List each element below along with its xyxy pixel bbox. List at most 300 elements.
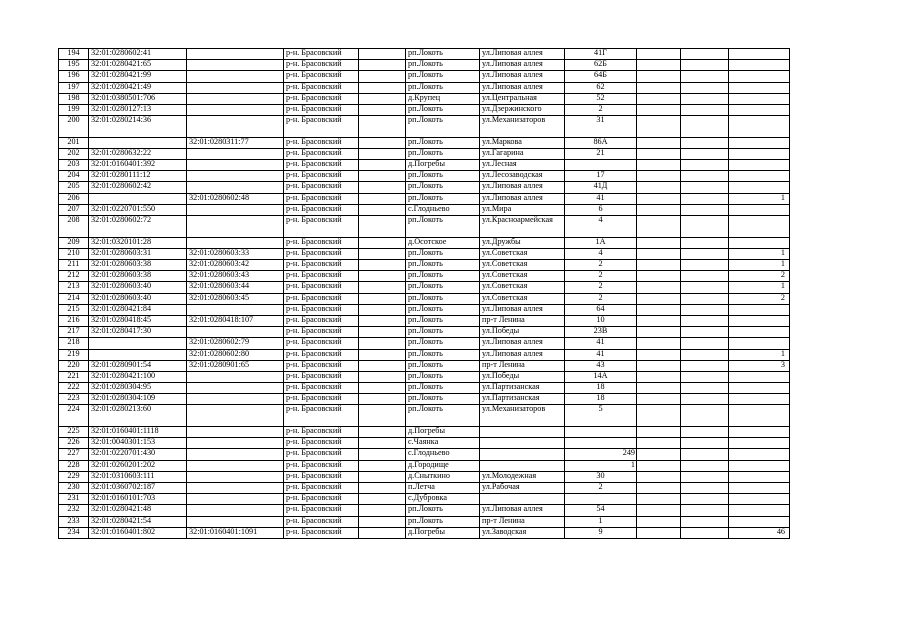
extra-value-cell	[729, 93, 790, 104]
parent-cadastral-number-cell	[187, 216, 284, 238]
blank-cell	[359, 449, 406, 460]
row-number-cell: 233	[59, 516, 89, 527]
house-number-cell: 18	[565, 383, 637, 394]
row-number-cell: 195	[59, 60, 89, 71]
cadastral-number-cell: 32:01:0280603:40	[89, 282, 187, 293]
extra-value-cell	[729, 82, 790, 93]
blank-cell	[681, 315, 729, 326]
blank-cell	[637, 315, 681, 326]
blank-cell	[359, 304, 406, 315]
blank-cell	[359, 427, 406, 438]
blank-cell	[637, 148, 681, 159]
district-cell: р-н. Брасовский	[284, 71, 359, 82]
district-cell: р-н. Брасовский	[284, 82, 359, 93]
cadastral-number-cell: 32:01:0280632:22	[89, 148, 187, 159]
parent-cadastral-number-cell	[187, 505, 284, 516]
table-row	[59, 383, 790, 394]
street-cell: ул.Молодежная	[480, 471, 565, 482]
house-number-cell	[565, 427, 637, 438]
settlement-cell: рп.Локоть	[406, 148, 480, 159]
blank-cell	[359, 460, 406, 471]
blank-cell	[359, 49, 406, 60]
blank-cell	[681, 193, 729, 204]
blank-cell	[359, 216, 406, 238]
row-number-cell: 212	[59, 271, 89, 282]
blank-cell	[359, 338, 406, 349]
blank-cell	[637, 527, 681, 538]
blank-cell	[359, 383, 406, 394]
blank-cell	[359, 271, 406, 282]
blank-cell	[681, 471, 729, 482]
table-row	[59, 271, 790, 282]
cadastral-number-cell: 32:01:0280421:65	[89, 60, 187, 71]
table-row	[59, 471, 790, 482]
settlement-cell: с.Дубровка	[406, 494, 480, 505]
blank-cell	[637, 449, 681, 460]
cadastral-number-cell	[89, 349, 187, 360]
blank-cell	[637, 193, 681, 204]
street-cell: ул.Партизанская	[480, 383, 565, 394]
cadastral-number-cell: 32:01:0280602:72	[89, 216, 187, 238]
parent-cadastral-number-cell	[187, 237, 284, 248]
parent-cadastral-number-cell	[187, 204, 284, 215]
district-cell: р-н. Брасовский	[284, 315, 359, 326]
cadastral-number-cell: 32:01:0160401:802	[89, 527, 187, 538]
cadastral-number-cell: 32:01:0280602:42	[89, 182, 187, 193]
blank-cell	[681, 49, 729, 60]
blank-cell	[359, 182, 406, 193]
blank-cell	[637, 360, 681, 371]
parent-cadastral-number-cell	[187, 494, 284, 505]
settlement-cell: рп.Локоть	[406, 315, 480, 326]
extra-value-cell	[729, 116, 790, 138]
street-cell: ул.Победы	[480, 371, 565, 382]
extra-value-cell	[729, 137, 790, 148]
settlement-cell: рп.Локоть	[406, 394, 480, 405]
cadastral-number-cell: 32:01:0280421:49	[89, 82, 187, 93]
table-row	[59, 293, 790, 304]
table-row	[59, 282, 790, 293]
extra-value-cell	[729, 327, 790, 338]
row-number-cell: 221	[59, 371, 89, 382]
parent-cadastral-number-cell: 32:01:0280603:33	[187, 248, 284, 259]
blank-cell	[637, 49, 681, 60]
blank-cell	[359, 237, 406, 248]
cadastral-number-cell: 32:01:0280214:36	[89, 116, 187, 138]
cadastral-number-cell: 32:01:0280213:60	[89, 405, 187, 427]
street-cell: ул.Механизаторов	[480, 405, 565, 427]
table-row	[59, 160, 790, 171]
blank-cell	[637, 516, 681, 527]
parent-cadastral-number-cell	[187, 449, 284, 460]
blank-cell	[637, 304, 681, 315]
blank-cell	[681, 527, 729, 538]
street-cell: ул.Советская	[480, 260, 565, 271]
district-cell: р-н. Брасовский	[284, 293, 359, 304]
street-cell: ул.Липовая аллея	[480, 49, 565, 60]
district-cell: р-н. Брасовский	[284, 204, 359, 215]
blank-cell	[681, 260, 729, 271]
street-cell: ул.Партизанская	[480, 394, 565, 405]
settlement-cell: рп.Локоть	[406, 371, 480, 382]
street-cell: ул.Маркова	[480, 137, 565, 148]
table-row	[59, 494, 790, 505]
parent-cadastral-number-cell	[187, 304, 284, 315]
settlement-cell: д.Городище	[406, 460, 480, 471]
district-cell: р-н. Брасовский	[284, 438, 359, 449]
district-cell: р-н. Брасовский	[284, 494, 359, 505]
blank-cell	[359, 405, 406, 427]
blank-cell	[637, 204, 681, 215]
blank-cell	[359, 160, 406, 171]
property-registry-table	[58, 48, 790, 539]
cadastral-number-cell	[89, 338, 187, 349]
table-row	[59, 360, 790, 371]
district-cell: р-н. Брасовский	[284, 60, 359, 71]
extra-value-cell	[729, 304, 790, 315]
row-number-cell: 209	[59, 237, 89, 248]
blank-cell	[637, 82, 681, 93]
blank-cell	[637, 116, 681, 138]
street-cell: ул.Лесная	[480, 160, 565, 171]
cadastral-number-cell: 32:01:0280111:12	[89, 171, 187, 182]
table-row	[59, 182, 790, 193]
house-number-cell: 18	[565, 394, 637, 405]
house-number-cell: 41	[565, 193, 637, 204]
blank-cell	[359, 315, 406, 326]
parent-cadastral-number-cell	[187, 405, 284, 427]
blank-cell	[359, 482, 406, 493]
street-cell: пр-т Ленина	[480, 360, 565, 371]
street-cell: ул.Механизаторов	[480, 116, 565, 138]
blank-cell	[637, 427, 681, 438]
blank-cell	[359, 248, 406, 259]
blank-cell	[359, 148, 406, 159]
row-number-cell: 218	[59, 338, 89, 349]
house-number-cell: 2	[565, 482, 637, 493]
blank-cell	[637, 160, 681, 171]
district-cell: р-н. Брасовский	[284, 371, 359, 382]
table-row	[59, 327, 790, 338]
table-row	[59, 104, 790, 115]
district-cell: р-н. Брасовский	[284, 516, 359, 527]
table-body	[59, 49, 790, 539]
cadastral-number-cell: 32:01:0280421:100	[89, 371, 187, 382]
parent-cadastral-number-cell: 32:01:0280418:107	[187, 315, 284, 326]
row-number-cell: 211	[59, 260, 89, 271]
blank-cell	[637, 271, 681, 282]
blank-cell	[681, 304, 729, 315]
row-number-cell: 199	[59, 104, 89, 115]
street-cell: ул.Советская	[480, 282, 565, 293]
extra-value-cell	[729, 49, 790, 60]
parent-cadastral-number-cell	[187, 148, 284, 159]
blank-cell	[637, 338, 681, 349]
extra-value-cell	[729, 237, 790, 248]
house-number-cell	[565, 438, 637, 449]
table-row	[59, 60, 790, 71]
extra-value-cell	[729, 383, 790, 394]
blank-cell	[681, 516, 729, 527]
extra-value-cell	[729, 516, 790, 527]
house-number-cell: 43	[565, 360, 637, 371]
street-cell: ул.Дзержинского	[480, 104, 565, 115]
blank-cell	[637, 394, 681, 405]
extra-value-cell	[729, 171, 790, 182]
street-cell: ул.Советская	[480, 271, 565, 282]
parent-cadastral-number-cell	[187, 471, 284, 482]
cadastral-number-cell: 32:01:0310603:111	[89, 471, 187, 482]
house-number-cell: 2	[565, 260, 637, 271]
cadastral-number-cell: 32:01:0280304:95	[89, 383, 187, 394]
row-number-cell: 215	[59, 304, 89, 315]
house-number-cell: 1	[565, 516, 637, 527]
table-row	[59, 427, 790, 438]
house-number-cell: 9	[565, 527, 637, 538]
parent-cadastral-number-cell	[187, 460, 284, 471]
street-cell: ул.Липовая аллея	[480, 82, 565, 93]
table-row	[59, 527, 790, 538]
settlement-cell: рп.Локоть	[406, 271, 480, 282]
extra-value-cell	[729, 338, 790, 349]
blank-cell	[681, 248, 729, 259]
settlement-cell: п.Летча	[406, 482, 480, 493]
parent-cadastral-number-cell	[187, 516, 284, 527]
table-row	[59, 49, 790, 60]
street-cell: ул.Победы	[480, 327, 565, 338]
blank-cell	[359, 471, 406, 482]
table-row	[59, 248, 790, 259]
district-cell: р-н. Брасовский	[284, 460, 359, 471]
parent-cadastral-number-cell	[187, 60, 284, 71]
street-cell: ул.Лесозаводская	[480, 171, 565, 182]
settlement-cell: рп.Локоть	[406, 193, 480, 204]
district-cell: р-н. Брасовский	[284, 171, 359, 182]
blank-cell	[359, 505, 406, 516]
extra-value-cell	[729, 216, 790, 238]
cadastral-number-cell: 32:01:0160101:703	[89, 494, 187, 505]
street-cell	[480, 449, 565, 460]
parent-cadastral-number-cell: 32:01:0280602:48	[187, 193, 284, 204]
district-cell: р-н. Брасовский	[284, 193, 359, 204]
house-number-cell: 86А	[565, 137, 637, 148]
table-row	[59, 171, 790, 182]
district-cell: р-н. Брасовский	[284, 338, 359, 349]
extra-value-cell	[729, 449, 790, 460]
street-cell: ул.Липовая аллея	[480, 505, 565, 516]
table-row	[59, 93, 790, 104]
house-number-cell: 41	[565, 338, 637, 349]
blank-cell	[681, 148, 729, 159]
table-row	[59, 260, 790, 271]
house-number-cell: 64Б	[565, 71, 637, 82]
settlement-cell: рп.Локоть	[406, 260, 480, 271]
blank-cell	[637, 482, 681, 493]
extra-value-cell	[729, 394, 790, 405]
street-cell: пр-т Ленина	[480, 315, 565, 326]
row-number-cell: 214	[59, 293, 89, 304]
settlement-cell: рп.Локоть	[406, 137, 480, 148]
extra-value-cell	[729, 482, 790, 493]
blank-cell	[637, 471, 681, 482]
extra-value-cell: 1	[729, 248, 790, 259]
row-number-cell: 204	[59, 171, 89, 182]
settlement-cell: рп.Локоть	[406, 293, 480, 304]
district-cell: р-н. Брасовский	[284, 137, 359, 148]
parent-cadastral-number-cell	[187, 71, 284, 82]
district-cell: р-н. Брасовский	[284, 282, 359, 293]
cadastral-number-cell: 32:01:0280127:13	[89, 104, 187, 115]
cadastral-number-cell: 32:01:0320101:28	[89, 237, 187, 248]
settlement-cell: рп.Локоть	[406, 516, 480, 527]
blank-cell	[681, 371, 729, 382]
settlement-cell: рп.Локоть	[406, 182, 480, 193]
house-number-cell: 41	[565, 349, 637, 360]
blank-cell	[637, 260, 681, 271]
table-row	[59, 338, 790, 349]
row-number-cell: 201	[59, 137, 89, 148]
street-cell	[480, 460, 565, 471]
blank-cell	[359, 327, 406, 338]
blank-cell	[681, 216, 729, 238]
blank-cell	[681, 60, 729, 71]
street-cell: ул.Советская	[480, 248, 565, 259]
blank-cell	[681, 237, 729, 248]
parent-cadastral-number-cell	[187, 171, 284, 182]
house-number-cell: 2	[565, 282, 637, 293]
settlement-cell: рп.Локоть	[406, 171, 480, 182]
blank-cell	[681, 182, 729, 193]
district-cell: р-н. Брасовский	[284, 49, 359, 60]
cadastral-number-cell: 32:01:0280421:99	[89, 71, 187, 82]
district-cell: р-н. Брасовский	[284, 237, 359, 248]
row-number-cell: 226	[59, 438, 89, 449]
street-cell: ул.Липовая аллея	[480, 304, 565, 315]
cadastral-number-cell: 32:01:0280602:41	[89, 49, 187, 60]
row-number-cell: 227	[59, 449, 89, 460]
blank-cell	[359, 60, 406, 71]
blank-cell	[359, 293, 406, 304]
house-number-cell	[565, 494, 637, 505]
blank-cell	[637, 93, 681, 104]
extra-value-cell: 1	[729, 349, 790, 360]
blank-cell	[681, 360, 729, 371]
row-number-cell: 206	[59, 193, 89, 204]
table-row	[59, 71, 790, 82]
house-number-cell: 2	[565, 271, 637, 282]
settlement-cell: д.Осотское	[406, 237, 480, 248]
blank-cell	[681, 338, 729, 349]
row-number-cell: 216	[59, 315, 89, 326]
street-cell: ул.Липовая аллея	[480, 338, 565, 349]
table-row	[59, 193, 790, 204]
street-cell: ул.Красноармейская	[480, 216, 565, 238]
blank-cell	[359, 516, 406, 527]
house-number-cell: 249	[565, 449, 637, 460]
table-row	[59, 516, 790, 527]
cadastral-number-cell: 32:01:0280304:109	[89, 394, 187, 405]
parent-cadastral-number-cell: 32:01:0280602:80	[187, 349, 284, 360]
blank-cell	[637, 282, 681, 293]
extra-value-cell: 46	[729, 527, 790, 538]
district-cell: р-н. Брасовский	[284, 182, 359, 193]
row-number-cell: 194	[59, 49, 89, 60]
blank-cell	[681, 427, 729, 438]
house-number-cell: 54	[565, 505, 637, 516]
table-row	[59, 82, 790, 93]
settlement-cell: рп.Локоть	[406, 282, 480, 293]
blank-cell	[681, 293, 729, 304]
house-number-cell: 4	[565, 248, 637, 259]
settlement-cell: с.Глодньево	[406, 204, 480, 215]
row-number-cell: 197	[59, 82, 89, 93]
blank-cell	[681, 71, 729, 82]
house-number-cell: 52	[565, 93, 637, 104]
row-number-cell: 202	[59, 148, 89, 159]
extra-value-cell	[729, 315, 790, 326]
row-number-cell: 220	[59, 360, 89, 371]
settlement-cell: рп.Локоть	[406, 71, 480, 82]
settlement-cell: с.Глодньево	[406, 449, 480, 460]
row-number-cell: 208	[59, 216, 89, 238]
blank-cell	[359, 282, 406, 293]
settlement-cell: рп.Локоть	[406, 405, 480, 427]
blank-cell	[681, 171, 729, 182]
settlement-cell: рп.Локоть	[406, 116, 480, 138]
district-cell: р-н. Брасовский	[284, 471, 359, 482]
district-cell: р-н. Брасовский	[284, 360, 359, 371]
settlement-cell: рп.Локоть	[406, 248, 480, 259]
blank-cell	[637, 137, 681, 148]
table-row	[59, 349, 790, 360]
blank-cell	[637, 383, 681, 394]
house-number-cell: 21	[565, 148, 637, 159]
extra-value-cell: 2	[729, 293, 790, 304]
district-cell: р-н. Брасовский	[284, 116, 359, 138]
district-cell: р-н. Брасовский	[284, 104, 359, 115]
blank-cell	[637, 171, 681, 182]
settlement-cell: рп.Локоть	[406, 60, 480, 71]
parent-cadastral-number-cell	[187, 182, 284, 193]
extra-value-cell: 1	[729, 193, 790, 204]
district-cell: р-н. Брасовский	[284, 394, 359, 405]
parent-cadastral-number-cell: 32:01:0280602:79	[187, 338, 284, 349]
blank-cell	[359, 349, 406, 360]
blank-cell	[359, 93, 406, 104]
settlement-cell: д.Сныткино	[406, 471, 480, 482]
house-number-cell: 2	[565, 104, 637, 115]
blank-cell	[681, 104, 729, 115]
parent-cadastral-number-cell	[187, 93, 284, 104]
blank-cell	[359, 394, 406, 405]
cadastral-number-cell: 32:01:0280603:31	[89, 248, 187, 259]
house-number-cell: 30	[565, 471, 637, 482]
blank-cell	[637, 349, 681, 360]
settlement-cell: д.Погребы	[406, 527, 480, 538]
district-cell: р-н. Брасовский	[284, 427, 359, 438]
extra-value-cell	[729, 427, 790, 438]
row-number-cell: 203	[59, 160, 89, 171]
house-number-cell: 41Г	[565, 49, 637, 60]
table-row	[59, 137, 790, 148]
settlement-cell: рп.Локоть	[406, 327, 480, 338]
row-number-cell: 205	[59, 182, 89, 193]
blank-cell	[681, 160, 729, 171]
blank-cell	[637, 60, 681, 71]
street-cell: ул.Дружбы	[480, 237, 565, 248]
cadastral-number-cell: 32:01:0360702:187	[89, 482, 187, 493]
row-number-cell: 219	[59, 349, 89, 360]
